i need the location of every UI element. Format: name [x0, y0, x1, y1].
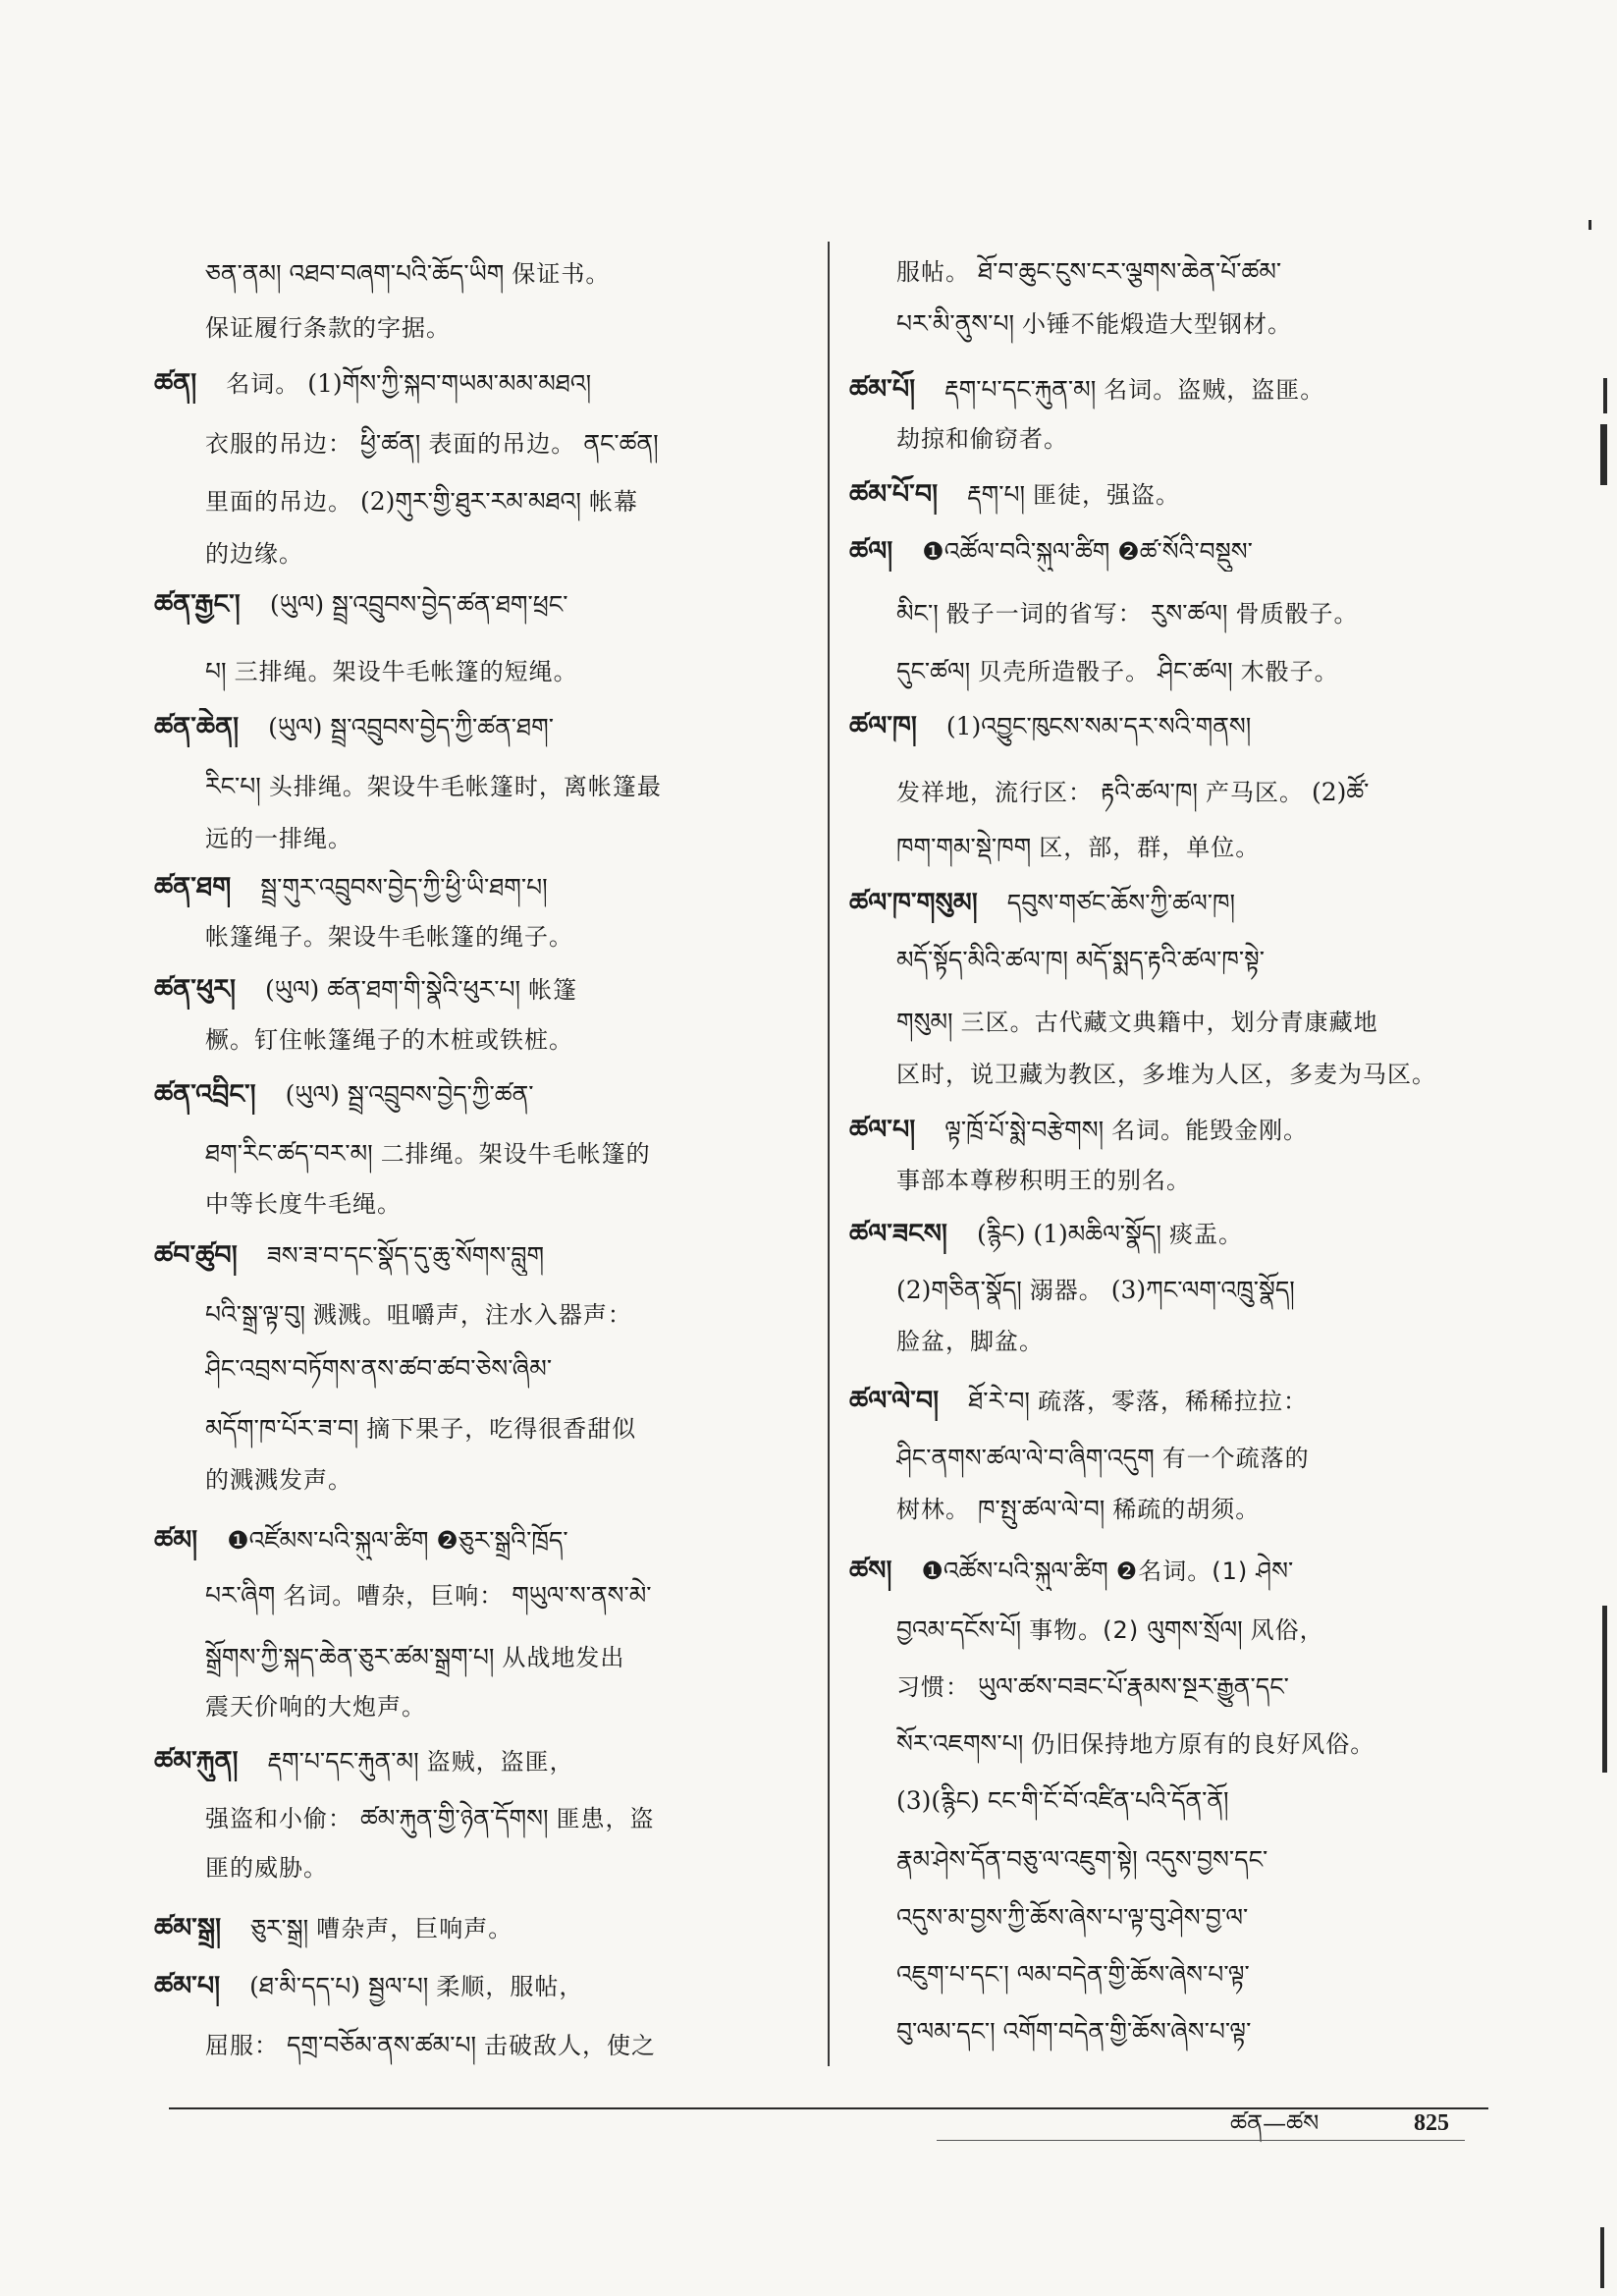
dictionary-entry-line [154, 1742, 798, 1781]
chinese-text: 痰盂。 [1168, 1221, 1243, 1248]
chinese-text: 柔顺，服帖， [436, 1973, 584, 2000]
running-head-range: ཚན—ཚས [1230, 2109, 1320, 2137]
tibetan-text: བུ་ལམ་དང་། འགོག་བདེན་གྱི་ཆོས་ཞེས་པ་ལྟ་ [896, 2017, 1252, 2046]
dictionary-entry-line [849, 1382, 1523, 1421]
tibetan-text: ཐོ་རེ་བ། [968, 1387, 1030, 1415]
chinese-text: 名词。嘈杂，巨响： [283, 1582, 505, 1610]
tibetan-text: (3)(རྙིང) ངང་གི་ངོ་བོ་འཛིན་པའི་དོན་ནོ། [896, 1786, 1229, 1815]
tibetan-text: ཐག་རིང་ཚད་བར་མ། [205, 1139, 373, 1168]
tibetan-text: ❶འཛོམས་པའི་སྐུལ་ཚིག ❷ཅུར་སྒྲའི་ཁྲོད་ [227, 1526, 568, 1555]
tibetan-text: མིང་། [896, 599, 939, 628]
tibetan-text: ཅན་ནམ། འཐབ་བཞག་པའི་ཆོད་ཡིག [205, 259, 505, 288]
tibetan-text: (2)གུར་གྱི་ཐུར་རམ་མཐའ། [360, 487, 581, 516]
tibetan-text: ཚམ་རྐུན་གྱི་ཉེན་དོགས། [360, 1804, 549, 1832]
chinese-text: 震天价响的大炮声。 [205, 1693, 426, 1721]
tibetan-text: ཤེས་ [1256, 1557, 1294, 1585]
column-divider [828, 242, 830, 2066]
dictionary-line [205, 1576, 798, 1615]
tibetan-text: འདུས་མ་བྱས་ཀྱི་ཆོས་ཞེས་པ་ལྟ་བུ་ཤེས་བྱ་ལ་ [896, 1903, 1249, 1932]
tibetan-text: རྡག་པ། [967, 480, 1026, 509]
tibetan-text: པའི་སྒྲ་ལྟ་བུ། [205, 1300, 305, 1329]
dictionary-line [896, 652, 1523, 691]
chinese-text: 嘈杂声，巨响声。 [316, 1915, 513, 1942]
dictionary-line [896, 419, 1523, 459]
headword: ཚན་ཕུར། [154, 974, 237, 1005]
chinese-text: 骨质骰子。 [1235, 600, 1359, 628]
tibetan-text: སོར་འཇགས་པ། [896, 1729, 1024, 1758]
dictionary-line [205, 1349, 798, 1389]
dictionary-line [896, 2012, 1523, 2051]
dictionary-line [205, 1638, 798, 1677]
scan-artifact [1602, 1606, 1607, 1773]
chinese-text: 从战地发出 [502, 1644, 625, 1671]
tibetan-text: (ཡུལ) སྦྲ་འབྲུབས་བྱེད་ཚན་ཐག་ཕྲང་ [269, 590, 568, 619]
dictionary-entry-line [154, 708, 798, 747]
chinese-text: 远的一排绳。 [205, 825, 352, 852]
headword: ཚན། [154, 368, 197, 399]
dictionary-line [896, 828, 1523, 867]
tibetan-text: (ཡུལ) སྦྲ་འབྲུབས་བྱེད་ཀྱི་ཚན་ [285, 1080, 534, 1109]
dictionary-line [205, 1460, 798, 1500]
tibetan-text: ཤིང་འབྲས་བཏོགས་ནས་ཚབ་ཚབ་ཅེས་ཞིམ་ [205, 1354, 553, 1383]
tibetan-text: བྱའམ་དངོས་པོ། [896, 1615, 1022, 1644]
chinese-text: 的边缘。 [205, 540, 303, 568]
chinese-text: 匪患，盗 [556, 1805, 655, 1832]
tibetan-text: སྦྲ་གུར་འབྲུབས་བྱེད་ཀྱི་ཕྱི་ཡི་ཐག་པ། [260, 873, 548, 902]
dictionary-line [205, 308, 798, 348]
chinese-text: 名词。 [226, 370, 300, 398]
chinese-text: 区，部，群，单位。 [1039, 834, 1261, 861]
chinese-text: 击破敌人，使之 [484, 2032, 657, 2059]
chinese-text: 头排绳。架设牛毛帐篷时，离帐篷最 [268, 773, 662, 800]
headword: ཚལ་ལེ་བ། [849, 1386, 940, 1416]
chinese-text: 仍旧保持地方原有的良好风俗。 [1031, 1730, 1375, 1758]
dictionary-line [896, 594, 1523, 633]
dictionary-line [896, 1611, 1523, 1650]
dictionary-line [205, 1184, 798, 1224]
dictionary-line [896, 1003, 1523, 1042]
chinese-text: 有一个疏落的 [1161, 1445, 1310, 1472]
chinese-text: 保证履行条款的字据。 [205, 314, 451, 342]
headword: ཚམ་པོ། [849, 374, 916, 405]
tibetan-text: གསུམ། [896, 1008, 953, 1036]
dictionary-line [896, 1955, 1523, 1995]
chinese-text: 匪的威胁。 [205, 1854, 328, 1882]
dictionary-line [205, 534, 798, 574]
headword: ཚམ། [154, 1525, 198, 1556]
dictionary-entry-line [154, 1075, 798, 1115]
tibetan-text: མདོ་སྟོད་མིའི་ཚལ་ཁ། མདོ་སྨད་རྟའི་ཚལ་ཁ་སྟེ་ [896, 946, 1266, 974]
tibetan-text: (ཐ་མི་དད་པ) སྦྱལ་པ། [249, 1972, 429, 2000]
headword: ཚན་ཆེན། [154, 712, 240, 742]
chinese-text: 溺器。 [1029, 1277, 1104, 1304]
dictionary-line [896, 1055, 1523, 1094]
tibetan-text: ལུགས་སྲོལ། [1147, 1615, 1243, 1644]
dictionary-line [205, 1295, 798, 1335]
chinese-text: 强盗和小偷： [205, 1805, 352, 1832]
chinese-text: 事物。(2) [1029, 1616, 1140, 1644]
tibetan-text: ཤིང་ནགས་ཚལ་ལེ་བ་ཞིག་འདུག [896, 1444, 1155, 1472]
dictionary-entry-line [849, 1552, 1523, 1591]
tibetan-text: ལྟ་ཁྲོ་པོ་སྨེ་བརྩེགས། [944, 1116, 1105, 1144]
tibetan-text: ❶འཚོལ་བའི་སྐུལ་ཚིག ❷ཚ་སོའི་བསྡུས་ [922, 537, 1253, 566]
page-number: 825 [1414, 2110, 1449, 2136]
chinese-text: 稀疏的胡须。 [1112, 1496, 1261, 1523]
tibetan-text: (1)འབྱུང་ཁུངས་སམ་དར་སའི་གནས། [945, 712, 1252, 740]
tibetan-text: དགྲ་བཅོམ་ནས་ཚམ་པ། [287, 2031, 477, 2059]
dictionary-entry-line [849, 1111, 1523, 1150]
chinese-text: 保证书。 [512, 260, 611, 288]
tibetan-text: རྟའི་ཚལ་ཁ། [1101, 778, 1198, 806]
tibetan-text: ཁག་གམ་སྡེ་ཁག [896, 833, 1032, 861]
tibetan-text: (ཡུལ) སྦྲ་འབྲུབས་བྱེད་ཀྱི་ཚན་ཐག་ [268, 713, 554, 741]
chinese-text: 三区。古代藏文典籍中，划分青康藏地 [960, 1009, 1378, 1036]
scan-artifact [1600, 2227, 1604, 2288]
headword: ཚན་འབྲིང་། [154, 1079, 256, 1110]
tibetan-text: མདོག་ཁ་པོར་ཟ་བ། [205, 1414, 359, 1443]
tibetan-text: རུས་ཚལ། [1150, 599, 1228, 628]
tibetan-text: (2)གཅིན་སྣོད། [896, 1276, 1022, 1304]
dictionary-line [896, 1898, 1523, 1938]
chinese-text: 贝壳所造骰子。 [978, 658, 1151, 685]
tibetan-text: འཇུག་པ་དང་། ལམ་བདེན་གྱི་ཆོས་ཞེས་པ་ལྟ་ [896, 1960, 1250, 1989]
dictionary-line [205, 1020, 798, 1060]
dictionary-line [896, 1781, 1523, 1821]
dictionary-entry-line [849, 475, 1523, 515]
dictionary-line [205, 1687, 798, 1726]
tibetan-text: རིང་པ། [205, 772, 261, 800]
tibetan-text: པར་མི་ནུས་པ། [896, 309, 1015, 338]
tibetan-text: ཅུར་སྒྲ། [250, 1914, 309, 1942]
chinese-text: 里面的吊边。 [205, 488, 352, 516]
dictionary-line [205, 2026, 798, 2065]
headword: ཚལ་པ། [849, 1115, 916, 1145]
tibetan-text: པར་ཞིག [205, 1581, 276, 1610]
tibetan-text: ཁ་སྤུ་ཚལ་ལེ་བ། [978, 1495, 1105, 1523]
chinese-text: 产马区。 [1205, 779, 1304, 806]
dictionary-line [896, 1322, 1523, 1361]
dictionary-line [896, 304, 1523, 344]
dictionary-line [896, 773, 1523, 812]
scan-artifact [1589, 220, 1591, 230]
tibetan-text: ནང་ཚན། [583, 429, 659, 458]
chinese-text: 发祥地，流行区： [896, 779, 1093, 806]
dictionary-entry-line [849, 1215, 1523, 1254]
chinese-text: 小锤不能煅造大型钢材。 [1022, 310, 1293, 338]
chinese-text: 名词。能毁金刚。 [1111, 1117, 1309, 1144]
chinese-text: 事部本尊秽积明王的别名。 [896, 1167, 1191, 1194]
dictionary-line [205, 819, 798, 858]
headword: ཚབ་ཚུབ། [154, 1240, 238, 1271]
dictionary-line [205, 254, 798, 294]
tibetan-text: ཐོ་བ་ཆུང་ངུས་ངར་ལྕགས་ཆེན་པོ་ཚམ་ [978, 257, 1282, 286]
dictionary-entry-line [849, 884, 1523, 923]
dictionary-line [896, 1161, 1523, 1200]
chinese-text: 区时，说卫藏为教区，多堆为人区，多麦为马区。 [896, 1061, 1436, 1088]
chinese-text: 三排绳。架设牛毛帐篷的短绳。 [234, 658, 578, 685]
headword: ཚམ་རྐུན། [154, 1746, 239, 1777]
chinese-text: 匪徒，强盗。 [1033, 481, 1181, 509]
headword: ཚམ་སྒྲ། [154, 1913, 222, 1943]
headword: ཚས། [849, 1556, 892, 1586]
chinese-text: 橛。钉住帐篷绳子的木桩或铁桩。 [205, 1026, 573, 1054]
dictionary-line [205, 767, 798, 806]
tibetan-text: རྣམ་ཤེས་དོན་བཅུ་ལ་འཇུག་སྟེ། འདུས་བྱས་དང་ [896, 1845, 1268, 1874]
scan-artifact [1600, 424, 1607, 485]
chinese-text: 中等长度牛毛绳。 [205, 1190, 402, 1218]
dictionary-entry-line [849, 370, 1523, 410]
dictionary-line [205, 1409, 798, 1449]
dictionary-line [205, 917, 798, 957]
chinese-text: 溅溅。咀嚼声，注水入器声： [312, 1301, 632, 1329]
dictionary-line [896, 1840, 1523, 1880]
chinese-text: 习惯： [896, 1673, 970, 1701]
tibetan-text: དུང་ཚལ། [896, 657, 971, 685]
tibetan-text: ཟས་ཟ་བ་དང་སྣོད་དུ་ཆུ་སོགས་བླུག [266, 1241, 545, 1270]
chinese-text: 劫掠和偷窃者。 [896, 425, 1068, 453]
chinese-text: 衣服的吊边： [205, 430, 352, 458]
headword: ཚམ་པ། [154, 1971, 221, 2001]
tibetan-text: (ཡུལ) ཚན་ཐག་གི་སྣེའི་ཕུར་པ། [265, 975, 521, 1004]
dictionary-entry-line [154, 970, 798, 1010]
dictionary-entry-line [154, 1967, 798, 2006]
dictionary-entry-line [154, 1521, 798, 1560]
dictionary-line [205, 1799, 798, 1838]
headword: ཚན་རྒྱང་། [154, 589, 241, 620]
tibetan-text: ཤིང་ཚལ། [1158, 657, 1233, 685]
headword: ཚལ་ཟངས། [849, 1219, 947, 1249]
chinese-text: 骰子一词的省写： [945, 600, 1143, 628]
scan-artifact [1603, 378, 1607, 413]
chinese-text: ❷名词。(1) [1115, 1558, 1249, 1585]
tibetan-text: (3)ཀང་ལག་འཁྲུ་སྣོད། [1110, 1276, 1295, 1304]
chinese-text: 表面的吊边。 [428, 430, 576, 458]
chinese-text: 屈服： [205, 2032, 279, 2059]
tibetan-text: (རྙིང) (1)མཆིལ་སྣོད། [976, 1220, 1161, 1248]
dictionary-entry-line [154, 868, 798, 907]
tibetan-text: ཕྱི་ཚན། [360, 429, 421, 458]
dictionary-line [896, 1490, 1523, 1529]
tibetan-text: (2)ཚོ་ [1311, 778, 1370, 806]
tibetan-text: སྒྲོགས་ཀྱི་སྐད་ཆེན་ཅུར་ཚམ་སྒྲག་པ། [205, 1643, 495, 1671]
headword: ཚལ་ཁ་གསུམ། [849, 888, 978, 918]
dictionary-line [205, 424, 798, 464]
dictionary-entry-line [154, 1909, 798, 1948]
chinese-text: 木骰子。 [1240, 658, 1339, 685]
chinese-text: 脸盆，脚盆。 [896, 1328, 1044, 1355]
tibetan-text: རྡག་པ་དང་རྐུན་མ། [944, 375, 1097, 404]
dictionary-line [205, 652, 798, 691]
tibetan-text: རྡག་པ་དང་རྐུན་མ། [267, 1747, 419, 1776]
dictionary-line [205, 482, 798, 521]
dictionary-line [896, 1439, 1523, 1478]
headword: ཚམ་པོ་བ། [849, 479, 939, 510]
chinese-text: 名词。盗贼，盗匪。 [1104, 376, 1325, 404]
chinese-text: 帐篷绳子。架设牛毛帐篷的绳子。 [205, 923, 573, 951]
dictionary-line [205, 1848, 798, 1887]
headword: ཚལ། [849, 536, 893, 567]
chinese-text: 风俗， [1250, 1616, 1324, 1644]
dictionary-line [896, 252, 1523, 292]
tibetan-text: གཡུལ་ས་ནས་མེ་ [512, 1581, 652, 1610]
dictionary-line [896, 1724, 1523, 1764]
chinese-text: 二排绳。架设牛毛帐篷的 [380, 1140, 651, 1168]
chinese-text: 的溅溅发声。 [205, 1466, 352, 1494]
chinese-text: 摘下果子，吃得很香甜似 [366, 1415, 637, 1443]
dictionary-entry-line [154, 364, 798, 404]
dictionary-entry-line [849, 532, 1523, 572]
dictionary-line [896, 1271, 1523, 1310]
dictionary-line [896, 1667, 1523, 1707]
footer-underline [937, 2140, 1465, 2141]
dictionary-line [896, 941, 1523, 980]
tibetan-text: ❶འཚོས་པའི་སྐུལ་ཚིག [921, 1557, 1108, 1585]
chinese-text: 帐幕 [588, 488, 638, 516]
chinese-text: 树林。 [896, 1496, 970, 1523]
chinese-text: 疏落，零落，稀稀拉拉： [1037, 1388, 1308, 1415]
chinese-text: 服帖。 [896, 258, 970, 286]
dictionary-line [205, 1134, 798, 1174]
headword: ཚལ་ཁ། [849, 711, 917, 741]
tibetan-text: དབུས་གཙང་ཆོས་ཀྱི་ཚལ་ཁ། [1006, 889, 1236, 917]
tibetan-text: པ། [205, 657, 227, 685]
tibetan-text: ཡུལ་ཚས་བཟང་པོ་རྣམས་སྔར་རྒྱུན་དང་ [978, 1672, 1289, 1701]
chinese-text: 帐篷 [528, 976, 578, 1004]
dictionary-entry-line [154, 585, 798, 625]
tibetan-text: (1)གོས་ཀྱི་སྐབ་གཡམ་མམ་མཐའ། [307, 369, 592, 398]
headword: ཚན་ཐག [154, 872, 232, 902]
dictionary-entry-line [849, 707, 1523, 746]
dictionary-entry-line [154, 1236, 798, 1276]
chinese-text: 盗贼，盗匪， [426, 1748, 574, 1776]
